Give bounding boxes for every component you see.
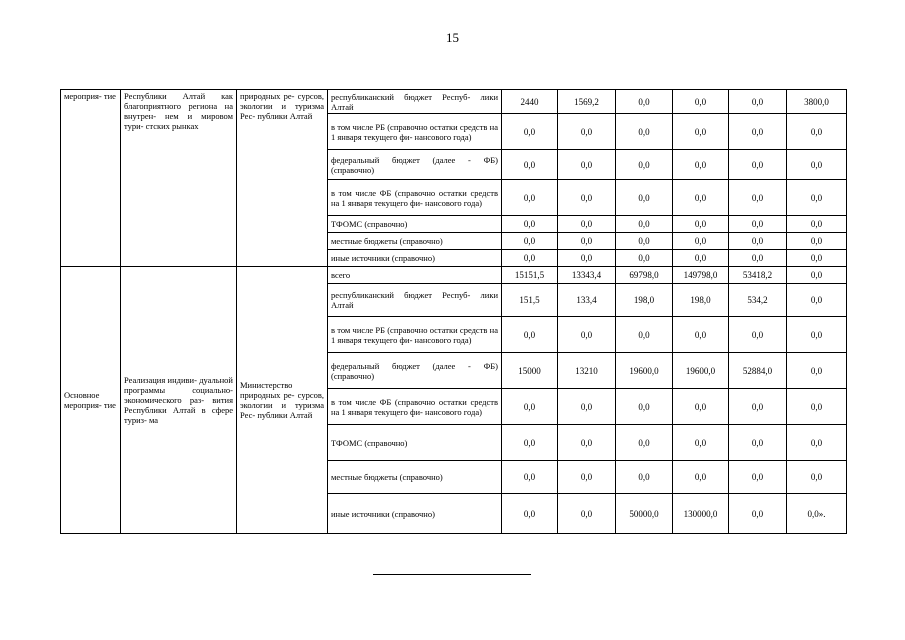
amount-cell: 0,0 [787,233,847,250]
amount-cell: 0,0 [673,425,729,461]
amount-cell: 0,0 [558,494,616,534]
amount-cell: 0,0 [729,114,787,150]
amount-cell: 0,0 [558,461,616,494]
amount-cell: 0,0 [502,216,558,233]
amount-cell: 0,0 [787,250,847,267]
amount-cell: 0,0 [673,461,729,494]
amount-cell: 0,0 [729,150,787,180]
amount-cell: 0,0 [673,90,729,114]
amount-cell: 0,0 [729,90,787,114]
amount-cell: 1569,2 [558,90,616,114]
amount-cell: 0,0 [558,250,616,267]
amount-cell: 0,0 [729,494,787,534]
amount-cell: 0,0 [616,90,673,114]
amount-cell: 15151,5 [502,267,558,284]
event-type-cell: Основное мероприя- тие [61,267,121,534]
funding-source-cell: местные бюджеты (справочно) [328,233,502,250]
amount-cell: 0,0 [729,233,787,250]
amount-cell: 0,0 [729,317,787,353]
table-row [61,90,847,114]
funding-source-cell: всего [328,267,502,284]
footnote-separator [373,574,531,575]
amount-cell: 0,0 [558,150,616,180]
amount-cell: 0,0 [616,461,673,494]
event-name-cell: Реализация индиви- дуальной программы социально- экономического раз- вития Республики Алтай в сфере туриз- ма [121,267,237,534]
amount-cell: 0,0 [787,317,847,353]
amount-cell: 198,0 [673,284,729,317]
amount-cell: 2440 [502,90,558,114]
executor-cell: Министерство природных ре- сурсов, экологии и туризма Рес- публики Алтай [237,267,328,534]
amount-cell: 0,0 [673,180,729,216]
amount-cell: 0,0 [502,425,558,461]
amount-cell: 0,0 [729,216,787,233]
funding-source-cell: местные бюджеты (справочно) [328,461,502,494]
table-row [61,267,847,284]
amount-cell: 0,0 [673,317,729,353]
amount-cell: 0,0 [673,233,729,250]
amount-cell: 0,0 [558,389,616,425]
funding-source-cell: иные источники (справочно) [328,250,502,267]
amount-cell: 0,0 [502,461,558,494]
amount-cell: 0,0 [787,389,847,425]
amount-cell: 52884,0 [729,353,787,389]
amount-cell: 534,2 [729,284,787,317]
funding-source-cell: в том числе РБ (справочно остатки средств на 1 января текущего фи- нансового года) [328,317,502,353]
amount-cell: 19600,0 [616,353,673,389]
amount-cell: 0,0 [616,425,673,461]
amount-cell: 0,0 [502,494,558,534]
amount-cell: 0,0 [502,233,558,250]
amount-cell: 0,0 [502,114,558,150]
amount-cell: 0,0 [787,180,847,216]
funding-source-cell: иные источники (справочно) [328,494,502,534]
amount-cell: 0,0 [616,180,673,216]
amount-cell: 0,0 [729,389,787,425]
amount-cell: 0,0 [787,461,847,494]
funding-source-cell: федеральный бюджет (далее - ФБ) (справочно) [328,353,502,389]
amount-cell: 0,0 [787,353,847,389]
amount-cell: 0,0 [616,150,673,180]
funding-source-cell: республиканский бюджет Респуб- лики Алтай [328,284,502,317]
amount-cell: 0,0 [673,150,729,180]
amount-cell: 69798,0 [616,267,673,284]
amount-cell: 0,0 [558,317,616,353]
amount-cell: 133,4 [558,284,616,317]
amount-cell: 0,0 [729,425,787,461]
amount-cell: 15000 [502,353,558,389]
amount-cell: 0,0». [787,494,847,534]
amount-cell: 0,0 [787,216,847,233]
funding-table [60,89,847,534]
amount-cell: 0,0 [558,233,616,250]
funding-source-cell: в том числе ФБ (справочно остатки средств на 1 января текущего фи- нансового года) [328,180,502,216]
amount-cell: 0,0 [729,180,787,216]
amount-cell: 0,0 [673,216,729,233]
amount-cell: 3800,0 [787,90,847,114]
amount-cell: 198,0 [616,284,673,317]
amount-cell: 130000,0 [673,494,729,534]
funding-source-cell: республиканский бюджет Респуб- лики Алтай [328,90,502,114]
amount-cell: 19600,0 [673,353,729,389]
event-name-cell: Республики Алтай как благоприятного региона на внутрен- нем и мировом тури- стских рынках [121,90,237,267]
event-type-cell: мероприя- тие [61,90,121,267]
funding-source-cell: в том числе ФБ (справочно остатки средств на 1 января текущего фи- нансового года) [328,389,502,425]
amount-cell: 0,0 [502,389,558,425]
amount-cell: 0,0 [787,284,847,317]
funding-source-cell: в том числе РБ (справочно остатки средств на 1 января текущего фи- нансового года) [328,114,502,150]
amount-cell: 0,0 [787,150,847,180]
amount-cell: 53418,2 [729,267,787,284]
amount-cell: 0,0 [787,267,847,284]
amount-cell: 0,0 [787,114,847,150]
amount-cell: 0,0 [558,114,616,150]
funding-source-cell: федеральный бюджет (далее - ФБ) (справочно) [328,150,502,180]
funding-source-cell: ТФОМС (справочно) [328,425,502,461]
executor-cell: природных ре- сурсов, экологии и туризма Рес- публики Алтай [237,90,328,267]
page-number: 15 [446,30,459,45]
amount-cell: 50000,0 [616,494,673,534]
amount-cell: 0,0 [502,317,558,353]
amount-cell: 0,0 [673,114,729,150]
amount-cell: 0,0 [502,180,558,216]
amount-cell: 0,0 [787,425,847,461]
amount-cell: 0,0 [558,216,616,233]
amount-cell: 13210 [558,353,616,389]
amount-cell: 0,0 [729,250,787,267]
amount-cell: 0,0 [616,114,673,150]
funding-source-cell: ТФОМС (справочно) [328,216,502,233]
amount-cell: 0,0 [558,425,616,461]
amount-cell: 151,5 [502,284,558,317]
amount-cell: 0,0 [616,317,673,353]
amount-cell: 0,0 [616,233,673,250]
amount-cell: 149798,0 [673,267,729,284]
amount-cell: 0,0 [502,250,558,267]
amount-cell: 0,0 [616,216,673,233]
amount-cell: 0,0 [673,250,729,267]
amount-cell: 0,0 [673,389,729,425]
amount-cell: 0,0 [558,180,616,216]
amount-cell: 0,0 [616,389,673,425]
amount-cell: 0,0 [729,461,787,494]
amount-cell: 0,0 [616,250,673,267]
amount-cell: 13343,4 [558,267,616,284]
amount-cell: 0,0 [502,150,558,180]
